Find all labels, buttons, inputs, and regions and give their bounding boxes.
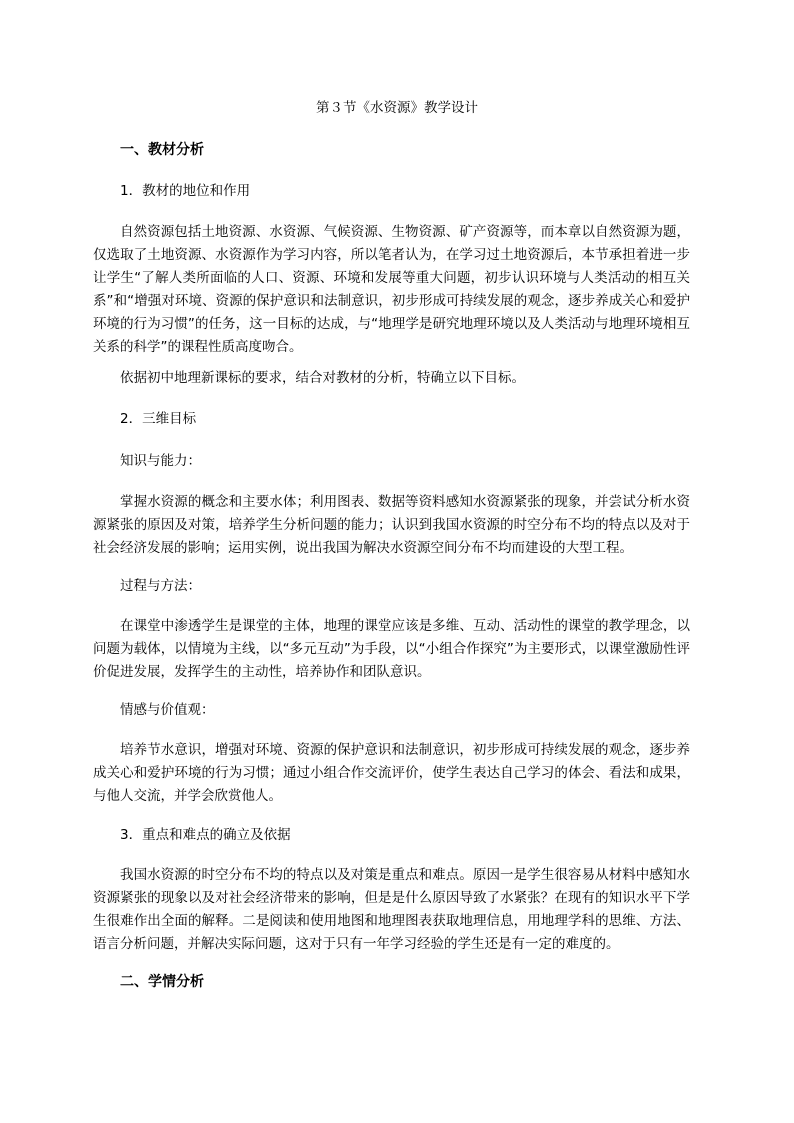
document-title: 第３节《水资源》教学设计 — [316, 100, 478, 116]
paragraph-textbook-position: 自然资源包括土地资源、水资源、气候资源、生物资源、矿产资源等，而本章以自然资源为题，仅选取了土地资源、水资源作为学习内容，所以笔者认为，在学习过土地资源后，本节承担着进一步让学生“了解人类所面临的人口、资源、环境和发展等重大问题，初步认识环境与人类活动的相互关系”和“增强对环境、资源的保护意识和法制意识，初步形成可持续发展的观念，逐步养成关心和爱护环境的行为习惯”的任务，这一目标的达成，与“地理学是研究地理环境以及人类活动与地理环境相互关系的科学”的课程性质高度吻合。 — [93, 224, 690, 355]
paragraph-emotion-values: 培养节水意识，增强对环境、资源的保护意识和法制意识，初步形成可持续发展的观念，逐步养成关心和爱护环境的行为习惯；通过小组合作交流评价，使学生表达自己学习的体会、看法和成果，与他人交流，并学会欣赏他人。 — [93, 742, 690, 804]
section-heading-student-analysis: 二、学情分析 — [120, 974, 204, 990]
section-heading-textbook-analysis: 一、教材分析 — [120, 142, 204, 158]
paragraph-curriculum-basis: 依据初中地理新课标的要求，结合对教材的分析，特确立以下目标。 — [120, 370, 525, 386]
subheading-key-difficult-points: 3．重点和难点的确立及依据 — [120, 827, 291, 843]
label-process-method: 过程与方法： — [120, 578, 201, 594]
subheading-three-dimensional-goals: 2．三维目标 — [120, 411, 197, 427]
subheading-textbook-position: 1．教材的地位和作用 — [120, 183, 251, 199]
paragraph-knowledge-ability: 掌握水资源的概念和主要水体；利用图表、数据等资料感知水资源紧张的现象，并尝试分析水资源紧张的原因及对策，培养学生分析问题的能力；认识到我国水资源的时空分布不均的特点以及对于社会经济发展的影响；运用实例，说出我国为解决水资源空间分布不均而建设的大型工程。 — [93, 494, 690, 556]
paragraph-process-method: 在课堂中渗透学生是课堂的主体，地理的课堂应该是多维、互动、活动性的课堂的教学理念，以问题为载体，以情境为主线，以“多元互动”为手段，以“小组合作探究”为主要形式，以课堂激励性评价促进发展，发挥学生的主动性，培养协作和团队意识。 — [93, 618, 690, 680]
label-knowledge-ability: 知识与能力： — [120, 453, 201, 469]
label-emotion-values: 情感与价值观： — [120, 702, 215, 718]
paragraph-key-difficult-points: 我国水资源的时空分布不均的特点以及对策是重点和难点。原因一是学生很容易从材料中感知水资源紧张的现象以及对社会经济带来的影响，但是是什么原因导致了水紧张？在现有的知识水平下学生很难作出全面的解释。二是阅读和使用地图和地理图表获取地理信息，用地理学科的思维、方法、语言分析问题，并解决实际问题，这对于只有一年学习经验的学生还是有一定的难度的。 — [93, 867, 690, 952]
